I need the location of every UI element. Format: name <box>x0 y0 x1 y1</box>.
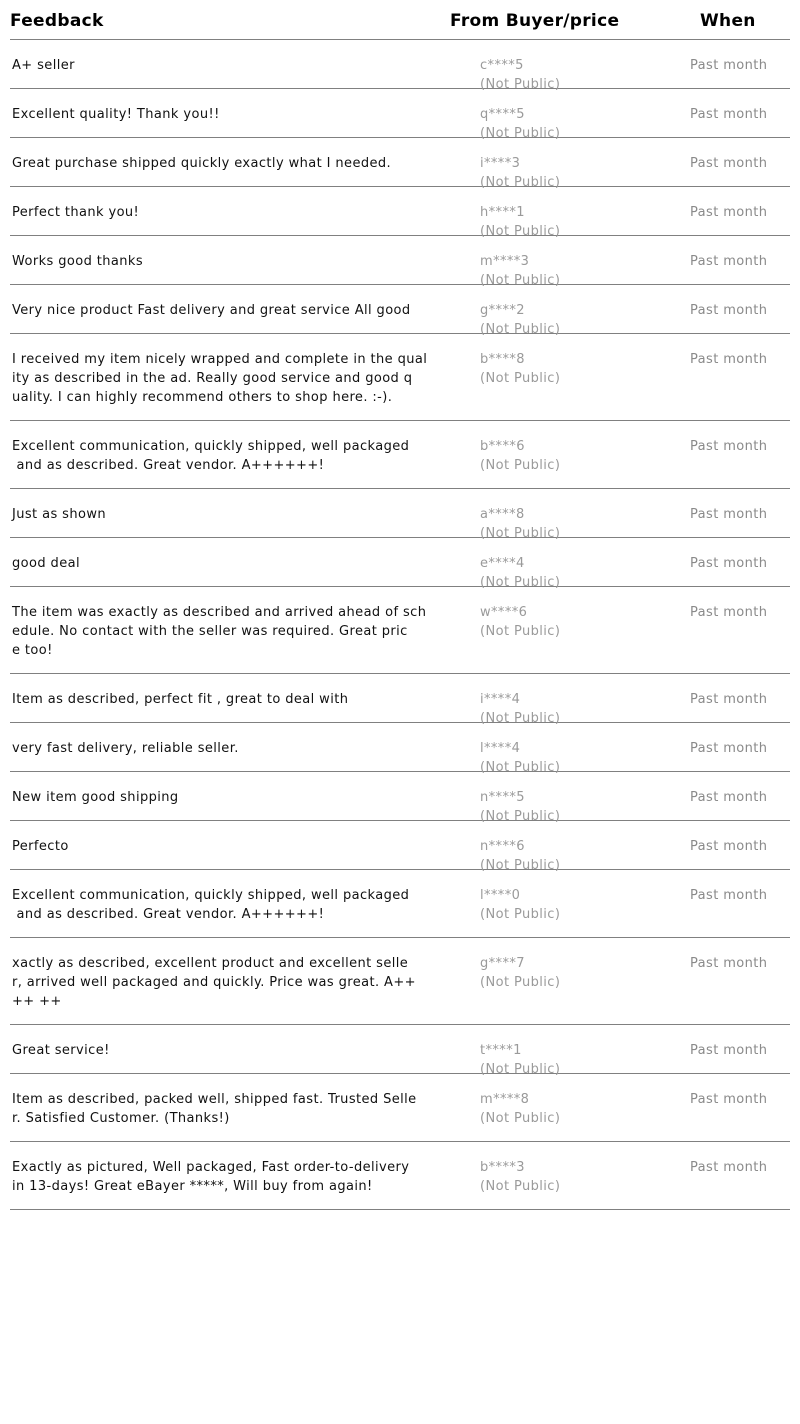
buyer-id: a****8 <box>480 507 525 522</box>
table-row <box>10 489 790 541</box>
table-row <box>10 421 790 489</box>
buyer-id: l****4 <box>480 741 521 756</box>
table-row <box>10 334 790 421</box>
price-text: (Not Public) <box>480 1111 561 1126</box>
feedback-text: Great purchase shipped quickly exactly what I needed. <box>12 156 392 171</box>
table-row <box>10 538 790 590</box>
buyer-id: n****5 <box>480 790 525 805</box>
buyer-cell <box>480 954 560 992</box>
when-text: Past month <box>690 790 768 805</box>
table-row <box>10 723 790 775</box>
table-header <box>10 0 790 40</box>
feedback-text: New item good shipping <box>12 790 179 805</box>
feedback-text: I received my item nicely wrapped and complete in the qual ity as described in the ad. Really good service and good q uality. I can highly recommend others to shop here. :-). <box>12 352 428 405</box>
feedback-text: Excellent communication, quickly shipped, well packaged and as described. Great vendor. A++++++! <box>12 439 410 473</box>
table-row <box>10 587 790 674</box>
table-row <box>10 1074 790 1142</box>
feedback-text: good deal <box>12 556 80 571</box>
when-text: Past month <box>690 254 768 269</box>
price-text: (Not Public) <box>480 175 561 190</box>
price-text: (Not Public) <box>480 126 561 141</box>
price-text: (Not Public) <box>480 624 561 639</box>
buyer-id: w****6 <box>480 605 528 620</box>
price-text: (Not Public) <box>480 975 561 990</box>
buyer-id: b****6 <box>480 439 525 454</box>
buyer-id: b****3 <box>480 1160 525 1175</box>
price-text: (Not Public) <box>480 858 561 873</box>
table-row <box>10 870 790 938</box>
price-text: (Not Public) <box>480 760 561 775</box>
price-text: (Not Public) <box>480 371 561 386</box>
feedback-text: Perfecto <box>12 839 69 854</box>
when-text: Past month <box>690 692 768 707</box>
buyer-id: l****0 <box>480 888 521 903</box>
price-text: (Not Public) <box>480 1062 561 1077</box>
table-row <box>10 89 790 141</box>
when-text: Past month <box>690 507 768 522</box>
feedback-text: Item as described, perfect fit , great to deal with <box>12 692 349 707</box>
feedback-text: Item as described, packed well, shipped fast. Trusted Selle r. Satisfied Customer. (Thanks!) <box>12 1092 417 1126</box>
feedback-text: Great service! <box>12 1043 110 1058</box>
when-text: Past month <box>690 741 768 756</box>
buyer-id: n****6 <box>480 839 525 854</box>
when-text: Past month <box>690 439 768 454</box>
feedback-text: Excellent quality! Thank you!! <box>12 107 220 122</box>
buyer-id: i****3 <box>480 156 521 171</box>
when-text: Past month <box>690 556 768 571</box>
buyer-id: h****1 <box>480 205 525 220</box>
header-when: When <box>700 11 756 31</box>
when-text: Past month <box>690 205 768 220</box>
buyer-id: m****3 <box>480 254 530 269</box>
feedback-text: xactly as described, excellent product and excellent selle r, arrived well packaged and quickly. Price was great. A++ ++ ++ <box>12 956 416 1009</box>
price-text: (Not Public) <box>480 575 561 590</box>
when-text: Past month <box>690 888 768 903</box>
table-row <box>10 772 790 824</box>
buyer-cell <box>480 886 560 924</box>
table-row <box>10 187 790 239</box>
when-text: Past month <box>690 605 768 620</box>
header-feedback: Feedback <box>10 11 104 31</box>
table-row <box>10 821 790 873</box>
when-text: Past month <box>690 156 768 171</box>
when-text: Past month <box>690 1092 768 1107</box>
buyer-id: b****8 <box>480 352 525 367</box>
table-row <box>10 674 790 726</box>
buyer-cell <box>480 603 560 641</box>
price-text: (Not Public) <box>480 526 561 541</box>
feedback-text: Perfect thank you! <box>12 205 140 220</box>
price-text: (Not Public) <box>480 1179 561 1194</box>
buyer-cell <box>480 1090 560 1128</box>
buyer-id: g****7 <box>480 956 525 971</box>
buyer-id: m****8 <box>480 1092 530 1107</box>
table-row <box>10 285 790 337</box>
when-text: Past month <box>690 1160 768 1175</box>
buyer-id: i****4 <box>480 692 521 707</box>
feedback-text: Just as shown <box>12 507 106 522</box>
buyer-id: q****5 <box>480 107 525 122</box>
feedback-text: Exactly as pictured, Well packaged, Fast order-to-delivery in 13-days! Great eBayer *****, Will buy from again! <box>12 1160 410 1194</box>
when-text: Past month <box>690 303 768 318</box>
price-text: (Not Public) <box>480 273 561 288</box>
buyer-id: g****2 <box>480 303 525 318</box>
table-row <box>10 1025 790 1077</box>
price-text: (Not Public) <box>480 77 561 92</box>
table-row <box>10 1142 790 1210</box>
when-text: Past month <box>690 1043 768 1058</box>
table-row <box>10 938 790 1025</box>
when-text: Past month <box>690 839 768 854</box>
header-buyer-price: From Buyer/price <box>450 11 620 31</box>
buyer-id: t****1 <box>480 1043 522 1058</box>
buyer-cell <box>480 1158 560 1196</box>
buyer-id: c****5 <box>480 58 524 73</box>
table-row <box>10 236 790 288</box>
when-text: Past month <box>690 58 768 73</box>
feedback-text: very fast delivery, reliable seller. <box>12 741 239 756</box>
price-text: (Not Public) <box>480 809 561 824</box>
table-row <box>10 138 790 190</box>
feedback-text: Very nice product Fast delivery and great service All good <box>12 303 411 318</box>
when-text: Past month <box>690 107 768 122</box>
feedback-text: The item was exactly as described and arrived ahead of sch edule. No contact with the seller was required. Great pric e too! <box>12 605 427 658</box>
feedback-text: Works good thanks <box>12 254 144 269</box>
when-text: Past month <box>690 352 768 367</box>
price-text: (Not Public) <box>480 224 561 239</box>
price-text: (Not Public) <box>480 458 561 473</box>
price-text: (Not Public) <box>480 322 561 337</box>
feedback-text: A+ seller <box>12 58 75 73</box>
feedback-text: Excellent communication, quickly shipped, well packaged and as described. Great vendor. A++++++! <box>12 888 410 922</box>
buyer-id: e****4 <box>480 556 525 571</box>
buyer-cell <box>480 350 560 388</box>
price-text: (Not Public) <box>480 907 561 922</box>
buyer-cell <box>480 437 560 475</box>
when-text: Past month <box>690 956 768 971</box>
table-row <box>10 40 790 92</box>
table-body <box>10 40 790 1210</box>
price-text: (Not Public) <box>480 711 561 726</box>
feedback-table <box>10 0 790 1210</box>
